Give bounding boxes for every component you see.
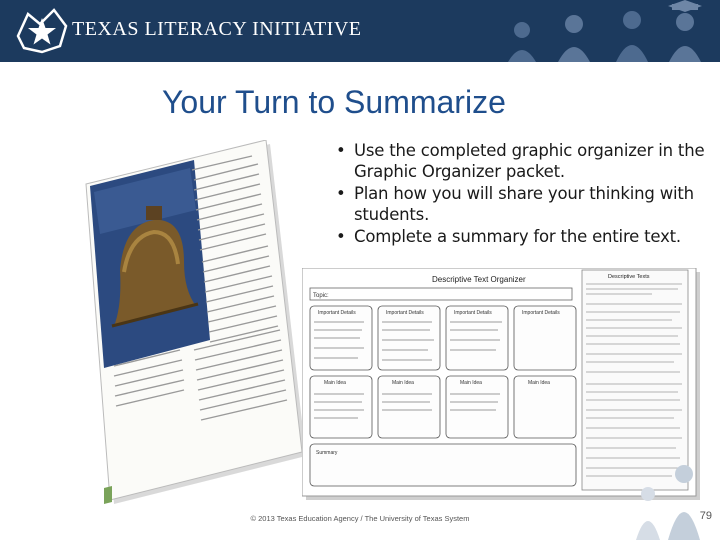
summary-label: Summary xyxy=(316,450,338,456)
organizer-topic-label: Topic: xyxy=(313,293,329,299)
bullet-item: • Complete a summary for the entire text. xyxy=(330,226,710,247)
people-silhouettes-icon xyxy=(482,0,712,62)
detail-header: Important Details xyxy=(386,310,424,316)
main-idea-label: Main Idea xyxy=(528,380,550,386)
bullet-item: • Use the completed graphic organizer in the Graphic Organizer packet. xyxy=(330,140,710,182)
main-idea-label: Main Idea xyxy=(324,380,346,386)
students-silhouettes-icon xyxy=(620,440,720,540)
bullet-list xyxy=(330,140,710,248)
main-idea-label: Main Idea xyxy=(392,380,414,386)
page-number: 79 xyxy=(699,510,712,522)
detail-header: Important Details xyxy=(454,310,492,316)
footer-copyright: © 2013 Texas Education Agency / The University of Texas System xyxy=(250,514,470,523)
organizer-title: Descriptive Text Organizer xyxy=(432,275,526,284)
detail-header: Important Details xyxy=(318,310,356,316)
side-panel-title: Descriptive Texts xyxy=(608,274,650,280)
app-title: TEXAS LITERACY INITIATIVE xyxy=(72,18,362,40)
slide-title: Your Turn to Summarize xyxy=(162,84,506,120)
detail-header: Important Details xyxy=(522,310,560,316)
article-page-image xyxy=(84,140,308,510)
texas-star-logo-icon xyxy=(14,6,70,56)
bullet-item: • Plan how you will share your thinking with students. xyxy=(330,183,710,225)
header-banner xyxy=(0,0,720,62)
main-idea-label: Main Idea xyxy=(460,380,482,386)
